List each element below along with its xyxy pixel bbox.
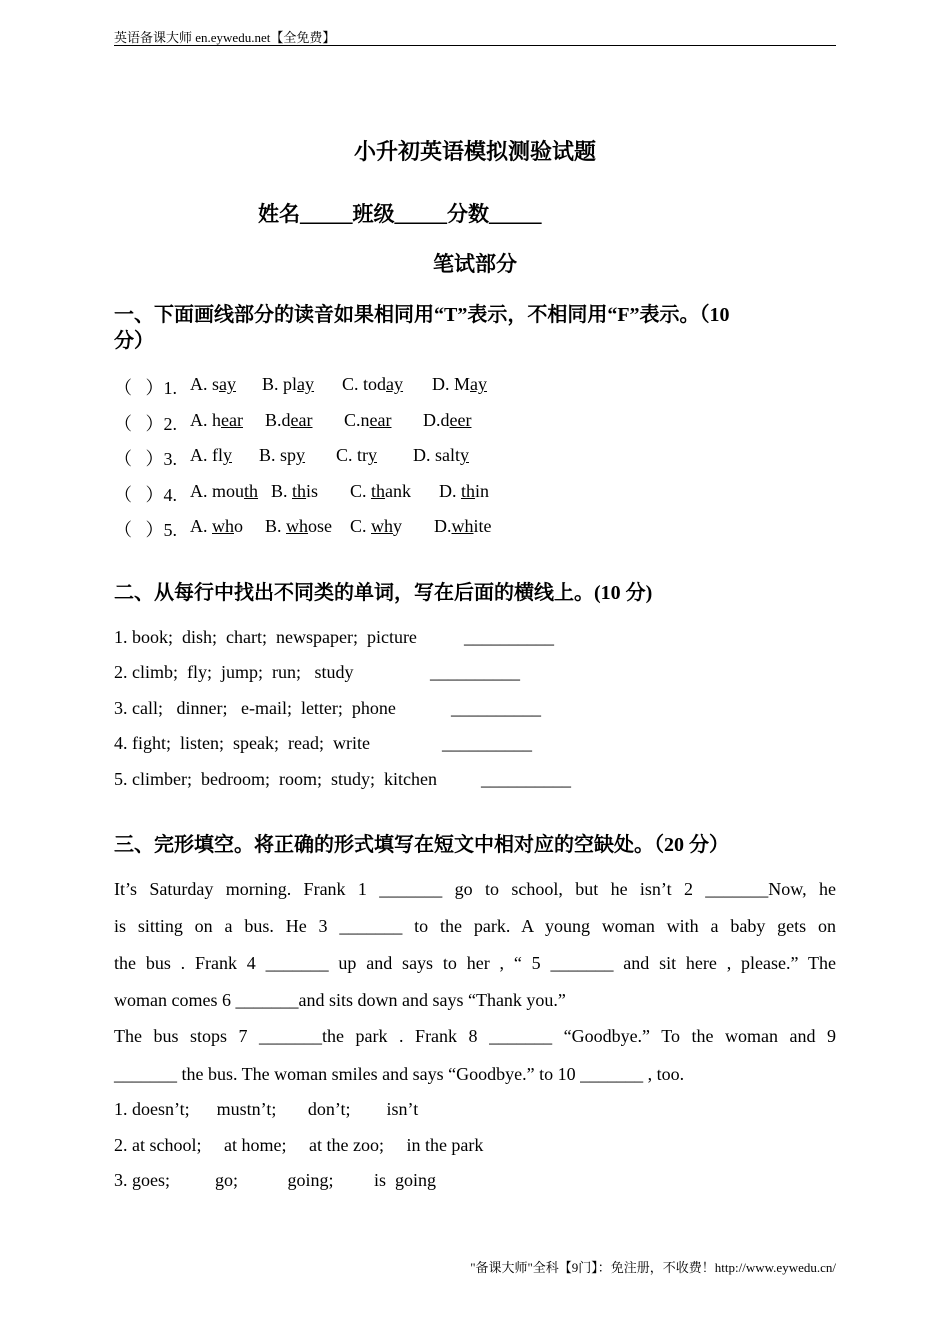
section3-heading: 三、完形填空。将正确的形式填写在短文中相对应的空缺处。（20 分） [114, 834, 729, 856]
answer-blank[interactable]: __________ [481, 769, 571, 789]
phonics-option: C. why [350, 516, 403, 536]
section-subtitle: 笔试部分 [433, 252, 517, 276]
phonics-option: C. try [336, 445, 378, 465]
option-label: A. [190, 481, 212, 501]
underlined-sound: ay [386, 374, 404, 394]
underlined-sound: ay [219, 374, 237, 394]
choice-options-row: 1. doesn’t; mustn’t; don’t; isn’t [114, 1099, 419, 1119]
question-prefix: （ ）4. [114, 485, 182, 505]
answer-blank[interactable]: __________ [451, 698, 541, 718]
phonics-option: hear [212, 410, 243, 430]
phonics-option: D.deer [423, 410, 472, 430]
phonics-option: D. May [432, 374, 488, 394]
underlined-sound: wh [212, 516, 234, 536]
passage-line: _______ the bus. The woman smiles and says “Goodbye.” to 10 _______ , too. [114, 1064, 685, 1084]
student-info-line: 姓名_____班级_____分数_____ [258, 202, 542, 226]
underlined-sound: y [223, 445, 232, 465]
question-prefix: （ ）2. [114, 414, 182, 434]
phonics-option: C. today [342, 374, 404, 394]
underlined-sound: y [296, 445, 306, 465]
phonics-option: say [212, 374, 237, 394]
word-row: 1. book; dish; chart; newspaper; picture [114, 627, 417, 647]
phonics-option: D. thin [439, 481, 490, 501]
underlined-sound: ay [470, 374, 488, 394]
question-prefix: （ ）1. [114, 378, 182, 398]
underlined-sound: ear [290, 410, 313, 430]
passage-line: woman comes 6 _______and sits down and says “Thank you.” [114, 990, 566, 1010]
underlined-sound: ear [369, 410, 392, 430]
section2-heading: 二、从每行中找出不同类的单词，写在后面的横线上。(10 分) [114, 582, 653, 604]
underlined-sound: ay [297, 374, 315, 394]
phonics-option: B. this [271, 481, 319, 501]
page-footer: "备课大师"全科【9门】：免注册，不收费！http://www.eywedu.cn/ [470, 1260, 836, 1275]
choice-options-row: 2. at school; at home; at the zoo; in the park [114, 1135, 484, 1155]
phonics-option: B.dear [265, 410, 313, 430]
section1-heading-line2: 分） [114, 330, 154, 352]
question-prefix: （ ）3. [114, 449, 182, 469]
phonics-option: C.near [344, 410, 392, 430]
phonics-option: D.white [434, 516, 492, 536]
section1-heading-line1: 一、下面画线部分的读音如果相同用“T”表示，不相同用“F”表示。（10 [114, 304, 730, 326]
option-label: A. [190, 374, 212, 394]
exam-title: 小升初英语模拟测验试题 [353, 139, 596, 164]
answer-blank[interactable]: __________ [430, 662, 520, 682]
passage-line: is sitting on a bus. He 3 _______ to the park. A young woman with a baby gets on [114, 916, 836, 936]
phonics-option: who [212, 516, 243, 536]
underlined-sound: th [244, 481, 259, 501]
option-label: A. [190, 445, 212, 465]
underlined-sound: wh [286, 516, 309, 536]
underlined-sound: th [292, 481, 307, 501]
answer-blank[interactable]: __________ [442, 733, 532, 753]
underlined-sound: wh [371, 516, 394, 536]
passage-line: the bus . Frank 4 _______ up and says to her , “ 5 _______ and sit here , please.” The [114, 953, 836, 973]
word-row: 5. climber; bedroom; room; study; kitchen [114, 769, 437, 789]
word-row: 2. climb; fly; jump; run; study [114, 662, 354, 682]
underlined-sound: wh [451, 516, 474, 536]
answer-blank[interactable]: __________ [464, 627, 554, 647]
phonics-option: mouth [212, 481, 259, 501]
phonics-option: B. play [262, 374, 315, 394]
underlined-sound: y [368, 445, 378, 465]
phonics-option: fly [212, 445, 232, 465]
option-label: A. [190, 410, 212, 430]
word-row: 4. fight; listen; speak; read; write [114, 733, 370, 753]
passage-line: It’s Saturday morning. Frank 1 _______ go to school, but he isn’t 2 _______Now, he [114, 879, 836, 899]
underlined-sound: th [461, 481, 476, 501]
phonics-option: B. whose [265, 516, 333, 536]
underlined-sound: th [371, 481, 386, 501]
choice-options-row: 3. goes; go; going; is going [114, 1170, 437, 1190]
question-prefix: （ ）5. [114, 520, 182, 540]
page-header: 英语备课大师 en.eywedu.net【全免费】 [114, 30, 336, 45]
phonics-option: C. thank [350, 481, 412, 501]
underlined-sound: ear [221, 410, 243, 430]
phonics-option: D. salty [413, 445, 469, 465]
option-label: A. [190, 516, 212, 536]
underlined-sound: eer [449, 410, 472, 430]
phonics-option: B. spy [259, 445, 306, 465]
word-row: 3. call; dinner; e-mail; letter; phone [114, 698, 396, 718]
passage-line: The bus stops 7 _______the park . Frank 8 _______ “Goodbye.” To the woman and 9 [114, 1026, 836, 1046]
header-rule [114, 45, 836, 46]
underlined-sound: y [460, 445, 469, 465]
